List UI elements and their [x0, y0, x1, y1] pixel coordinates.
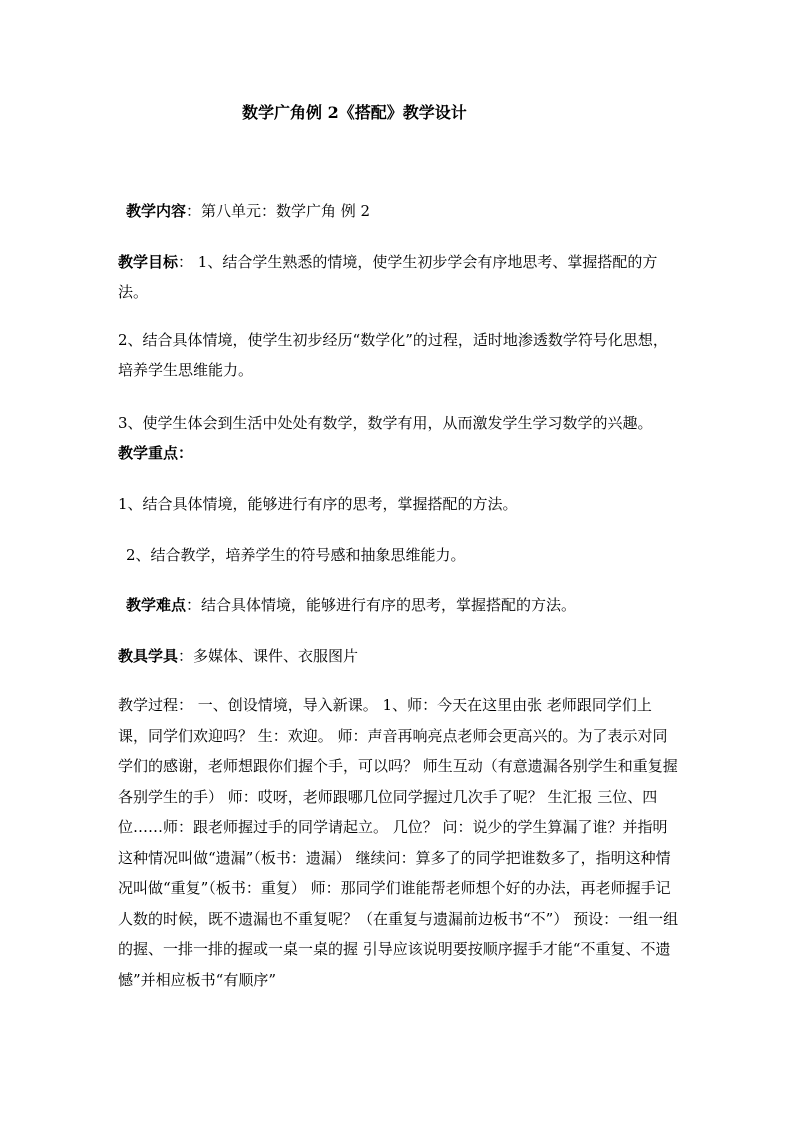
goal-item-2-paragraph: [118, 325, 680, 385]
goal-item-3: 3、使学生体会到生活中处处有数学，数学有用，从而激发学生学习数学的兴趣。: [118, 414, 653, 432]
process-text: 教学过程： 一、创设情境，导入新课。 1、师：今天在这里由张 老师跟同学们上课，同学们欢迎吗？ 生：欢迎。 师：声音再响亮点老师会更高兴的。为了表示对同学们的感谢，老师想跟你们握个手，可以吗？ 师生互动（有意遗漏各别学生和重复握各别学生的手） 师：哎呀，老师跟哪几位同学握过几次手了呢？ 生汇报 三位、四位……师：跟老师握过手的同学请起立。 几位？ 问：说少的学生算漏了谁？并指明这种情况叫做“遗漏”（板书：遗漏） 继续问：算多了的同学把谁数多了，指明这种情况叫做“重复”（板书：重复） 师：那同学们谁能帮老师想个好的办法，再老师握手记人数的时候，既不遗漏也不重复呢？（在重复与遗漏前边板书“不”） 预设：一组一组的握、一排一排的握或一桌一桌的握 引导应该说明要按顺序握手才能“不重复、不遗憾”并相应板书“有顺序”: [118, 696, 679, 989]
difficulty-paragraph: [126, 590, 688, 620]
goal-item-2: 2、结合具体情境，使学生初步经历“数学化”的过程，适时地渗透数学符号化思想，培养学生思维能力。: [118, 331, 668, 379]
goal-label: 教学目标: [118, 253, 179, 271]
content-paragraph: [126, 196, 688, 226]
difficulty-text: ：结合具体情境，能够进行有序的思考，掌握搭配的方法。: [186, 596, 577, 614]
key-item-2-paragraph: [126, 540, 688, 570]
document-title: 数学广角例 2《搭配》教学设计: [242, 103, 467, 122]
content-text: ：第八单元：数学广角 例 2: [186, 202, 371, 220]
key-label: 教学重点：: [118, 444, 194, 462]
tools-label: 教具学具: [118, 647, 179, 665]
tools-paragraph: [118, 641, 680, 671]
goal-paragraph: [118, 247, 680, 307]
goal-item-1: ： 1、结合学生熟悉的情境，使学生初步学会有序地思考、掌握搭配的方法。: [118, 253, 658, 301]
process-paragraph: [118, 690, 680, 995]
difficulty-label: 教学难点: [126, 596, 187, 614]
goal-item-3-paragraph: [118, 408, 680, 438]
tools-text: ：多媒体、课件、衣服图片: [178, 647, 359, 665]
key-label-paragraph: [118, 438, 680, 468]
key-item-2: 2、结合教学，培养学生的符号感和抽象思维能力。: [126, 546, 466, 564]
key-item-1: 1、结合具体情境，能够进行有序的思考，掌握搭配的方法。: [118, 495, 518, 513]
key-item-1-paragraph: [118, 489, 680, 519]
content-label: 教学内容: [126, 202, 187, 220]
